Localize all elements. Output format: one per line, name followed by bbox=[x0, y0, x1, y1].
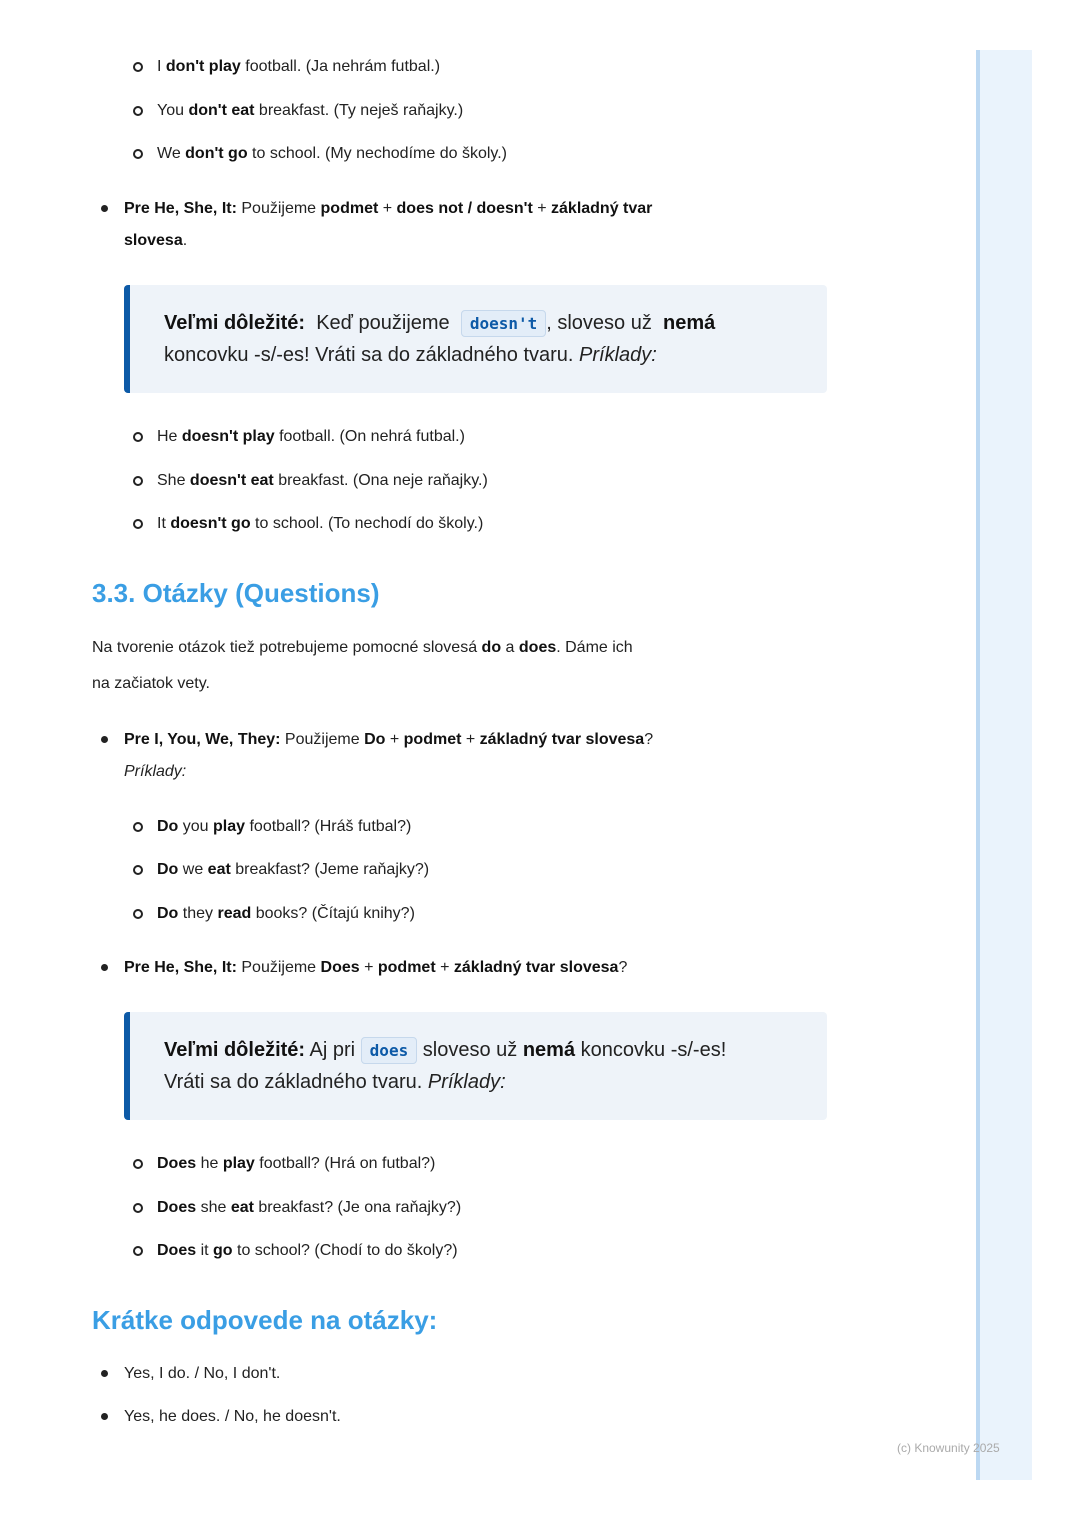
callout-line: Veľmi dôležité: Keď použijeme doesn't , sloveso už nemá bbox=[164, 309, 715, 338]
list-item: Do we eat breakfast? (Jeme raňajky?) bbox=[157, 861, 430, 878]
list-bullet bbox=[133, 909, 143, 919]
list-item: She doesn't eat breakfast. (Ona neje raňajky.) bbox=[157, 472, 488, 489]
list-item: Do they read books? (Čítajú knihy?) bbox=[157, 905, 415, 922]
side-panel bbox=[976, 50, 1032, 1480]
list-bullet bbox=[133, 476, 143, 486]
callout-line: koncovku -s/-es! Vráti sa do základného tvaru. Príklady: bbox=[164, 344, 657, 366]
list-item: We don't go to school. (My nechodíme do školy.) bbox=[157, 145, 507, 162]
list-bullet bbox=[133, 1246, 143, 1256]
section-heading: 3.3. Otázky (Questions) bbox=[92, 578, 380, 608]
list-bullet bbox=[101, 205, 108, 212]
code-doesnt: doesn't bbox=[461, 310, 546, 337]
list-bullet bbox=[133, 432, 143, 442]
list-bullet bbox=[133, 106, 143, 116]
rule-negation-he-she-it-cont: slovesa. bbox=[124, 232, 188, 249]
list-item: He doesn't play football. (On nehrá futbal.) bbox=[157, 428, 465, 445]
list-item: You don't eat breakfast. (Ty neješ raňajky.) bbox=[157, 102, 464, 119]
list-bullet bbox=[101, 1370, 108, 1377]
list-bullet bbox=[101, 964, 108, 971]
list-item: Does it go to school? (Chodí to do školy?) bbox=[157, 1242, 458, 1259]
list-bullet bbox=[133, 519, 143, 529]
list-bullet bbox=[133, 1203, 143, 1213]
callout-important bbox=[124, 285, 827, 393]
list-item: I don't play football. (Ja nehrám futbal.) bbox=[157, 58, 441, 75]
rule-questions-i-you-we-they: Pre I, You, We, They: Použijeme Do + podmet + základný tvar slovesa? bbox=[124, 731, 654, 748]
paragraph: Na tvorenie otázok tiež potrebujeme pomocné slovesá do a does. Dáme ich bbox=[92, 639, 633, 656]
callout-line: Vráti sa do základného tvaru. Príklady: bbox=[164, 1071, 506, 1093]
list-bullet bbox=[101, 736, 108, 743]
code-does: does bbox=[361, 1037, 418, 1064]
list-bullet bbox=[133, 62, 143, 72]
list-bullet bbox=[133, 865, 143, 875]
rule-negation-he-she-it: Pre He, She, It: Použijeme podmet + does not / doesn't + základný tvar bbox=[124, 200, 653, 217]
callout-line: Veľmi dôležité: Aj pri does sloveso už nemá koncovku -s/-es! bbox=[164, 1036, 726, 1065]
list-item: Yes, he does. / No, he doesn't. bbox=[124, 1408, 341, 1425]
list-item: Does she eat breakfast? (Je ona raňajky?) bbox=[157, 1199, 462, 1216]
list-bullet bbox=[133, 1159, 143, 1169]
section-heading: Krátke odpovede na otázky: bbox=[92, 1305, 438, 1335]
paragraph-cont: na začiatok vety. bbox=[92, 675, 210, 692]
list-item: Do you play football? (Hráš futbal?) bbox=[157, 818, 412, 835]
list-bullet bbox=[101, 1413, 108, 1420]
list-bullet bbox=[133, 149, 143, 159]
list-item: Yes, I do. / No, I don't. bbox=[124, 1365, 281, 1382]
list-item: Does he play football? (Hrá on futbal?) bbox=[157, 1155, 436, 1172]
list-item: It doesn't go to school. (To nechodí do školy.) bbox=[157, 515, 484, 532]
rule-questions-he-she-it: Pre He, She, It: Použijeme Does + podmet + základný tvar slovesa? bbox=[124, 959, 628, 976]
examples-label: Príklady: bbox=[124, 763, 187, 780]
list-bullet bbox=[133, 822, 143, 832]
callout-important bbox=[124, 1012, 827, 1120]
footer-copyright: (c) Knowunity 2025 bbox=[897, 1441, 1000, 1455]
